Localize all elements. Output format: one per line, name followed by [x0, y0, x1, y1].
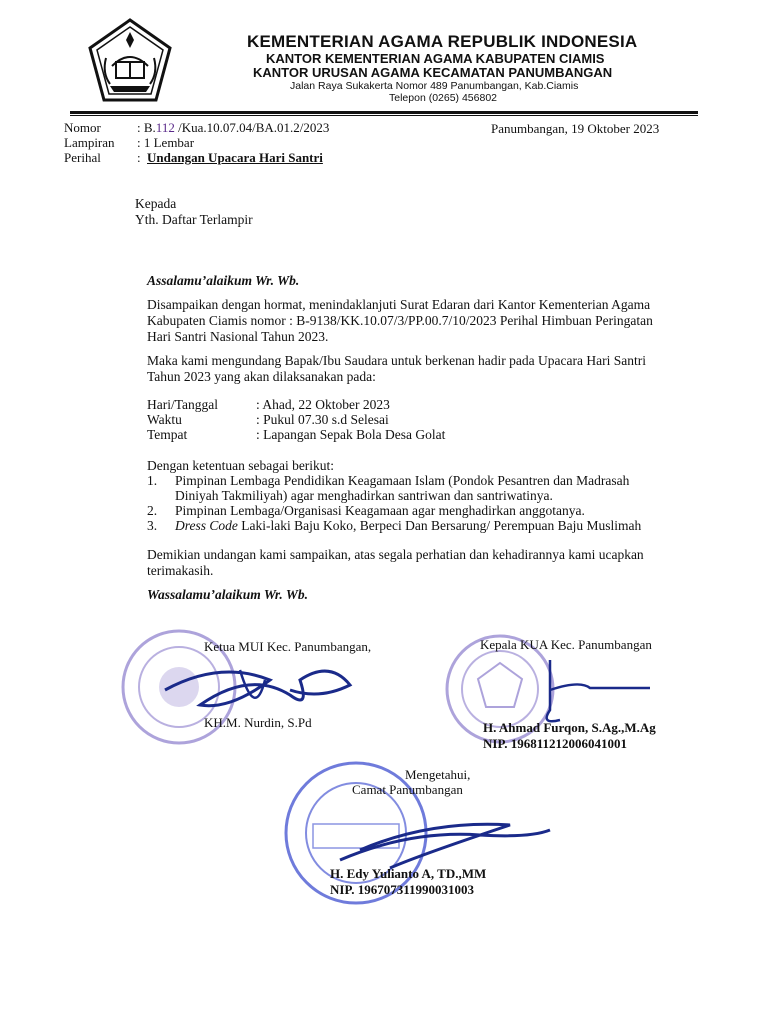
detail-label: Tempat — [147, 427, 188, 442]
letterhead-line2: KANTOR KEMENTERIAN AGAMA KABUPATEN CIAMIS — [266, 51, 605, 66]
term-text: Diniyah Takmiliyah) agar menghadirkan santriwan dan santriwatinya. — [175, 488, 553, 503]
letterhead-title: KEMENTERIAN AGAMA REPUBLIK INDONESIA — [247, 32, 638, 51]
header-rule-thin — [70, 115, 698, 116]
kua-title: Kepala KUA Kec. Panumbangan — [480, 637, 652, 652]
letterhead-phone: Telepon (0265) 456802 — [389, 92, 498, 104]
greeting: Assalamu’alaikum Wr. Wb. — [147, 273, 300, 288]
dress-code-label: Dress Code — [175, 518, 238, 533]
term-text: Pimpinan Lembaga/Organisasi Keagamaan agar menghadirkan anggotanya. — [175, 503, 585, 518]
ministry-logo — [86, 18, 174, 104]
detail-value: : Pukul 07.30 s.d Selesai — [256, 412, 389, 427]
nomor-number: 112 — [155, 120, 175, 135]
detail-value: : Ahad, 22 Oktober 2023 — [256, 397, 390, 412]
term-number: 3. — [147, 518, 158, 533]
p1-line3: Hari Santri Nasional Tahun 2023. — [147, 329, 329, 344]
p1-line1: Disampaikan dengan hormat, menindaklanjuti Surat Edaran dari Kantor Kementerian Agama — [147, 297, 651, 312]
p1-line2: Kabupaten Ciamis nomor : B-9138/KK.10.07/3/PP.00.7/10/2023 Perihal Himbuan Peringatan — [147, 313, 653, 328]
camat-mengetahui: Mengetahui, — [405, 767, 471, 782]
closing-line1: Demikian undangan kami sampaikan, atas segala perhatian dan kehadirannya kami ucapkan — [147, 547, 644, 562]
header-rule-thick — [70, 111, 698, 114]
detail-label: Hari/Tanggal — [147, 397, 219, 412]
camat-title: Camat Panumbangan — [352, 782, 463, 797]
yth: Yth. Daftar Terlampir — [135, 212, 253, 227]
perihal-label: Perihal — [64, 150, 101, 165]
dress-code-text: Laki-laki Baju Koko, Berpeci Dan Bersarung/ Perempuan Baju Muslimah — [237, 518, 642, 533]
detail-value: : Lapangan Sepak Bola Desa Golat — [256, 427, 446, 442]
salam: Wassalamu’alaikum Wr. Wb. — [147, 587, 309, 602]
camat-nip: NIP. 196707311990031003 — [330, 882, 474, 897]
nomor-value — [137, 120, 329, 136]
p2-line1: Maka kami mengundang Bapak/Ibu Saudara untuk berkenan hadir pada Upacara Hari Santri — [147, 353, 646, 368]
terms-intro: Dengan ketentuan sebagai berikut: — [147, 458, 335, 473]
detail-label: Waktu — [147, 412, 182, 427]
lampiran-value: : 1 Lembar — [137, 135, 195, 150]
p2-line2: Tahun 2023 yang akan dilaksanakan pada: — [147, 369, 376, 384]
closing-line2: terimakasih. — [147, 563, 214, 578]
letterhead-address: Jalan Raya Sukakerta Nomor 489 Panumbangan, Kab.Ciamis — [290, 80, 579, 92]
perihal-colon: : — [137, 150, 141, 165]
lampiran-label: Lampiran — [64, 135, 115, 150]
nomor-rest: /Kua.10.07.04/BA.01.2/2023 — [174, 120, 330, 135]
camat-name: H. Edy Yulianto A, TD.,MM — [330, 866, 487, 881]
term-text — [175, 518, 641, 534]
mui-name: KH.M. Nurdin, S.Pd — [204, 715, 312, 730]
nomor-label: Nomor — [64, 120, 101, 135]
kua-signature — [520, 650, 660, 730]
letterhead-line3: KANTOR URUSAN AGAMA KECAMATAN PANUMBANGAN — [253, 65, 613, 80]
kua-nip: NIP. 196811212006041001 — [483, 736, 627, 751]
kua-name: H. Ahmad Furqon, S.Ag.,M.Ag — [483, 720, 656, 735]
mui-title: Ketua MUI Kec. Panumbangan, — [204, 639, 372, 654]
kepada: Kepada — [135, 196, 177, 211]
place-date: Panumbangan, 19 Oktober 2023 — [491, 121, 660, 136]
term-number: 2. — [147, 503, 158, 518]
term-number: 1. — [147, 473, 158, 488]
perihal-value: Undangan Upacara Hari Santri — [147, 150, 323, 165]
nomor-prefix: : B. — [137, 120, 156, 135]
term-text: Pimpinan Lembaga Pendidikan Keagamaan Islam (Pondok Pesantren dan Madrasah — [175, 473, 630, 488]
